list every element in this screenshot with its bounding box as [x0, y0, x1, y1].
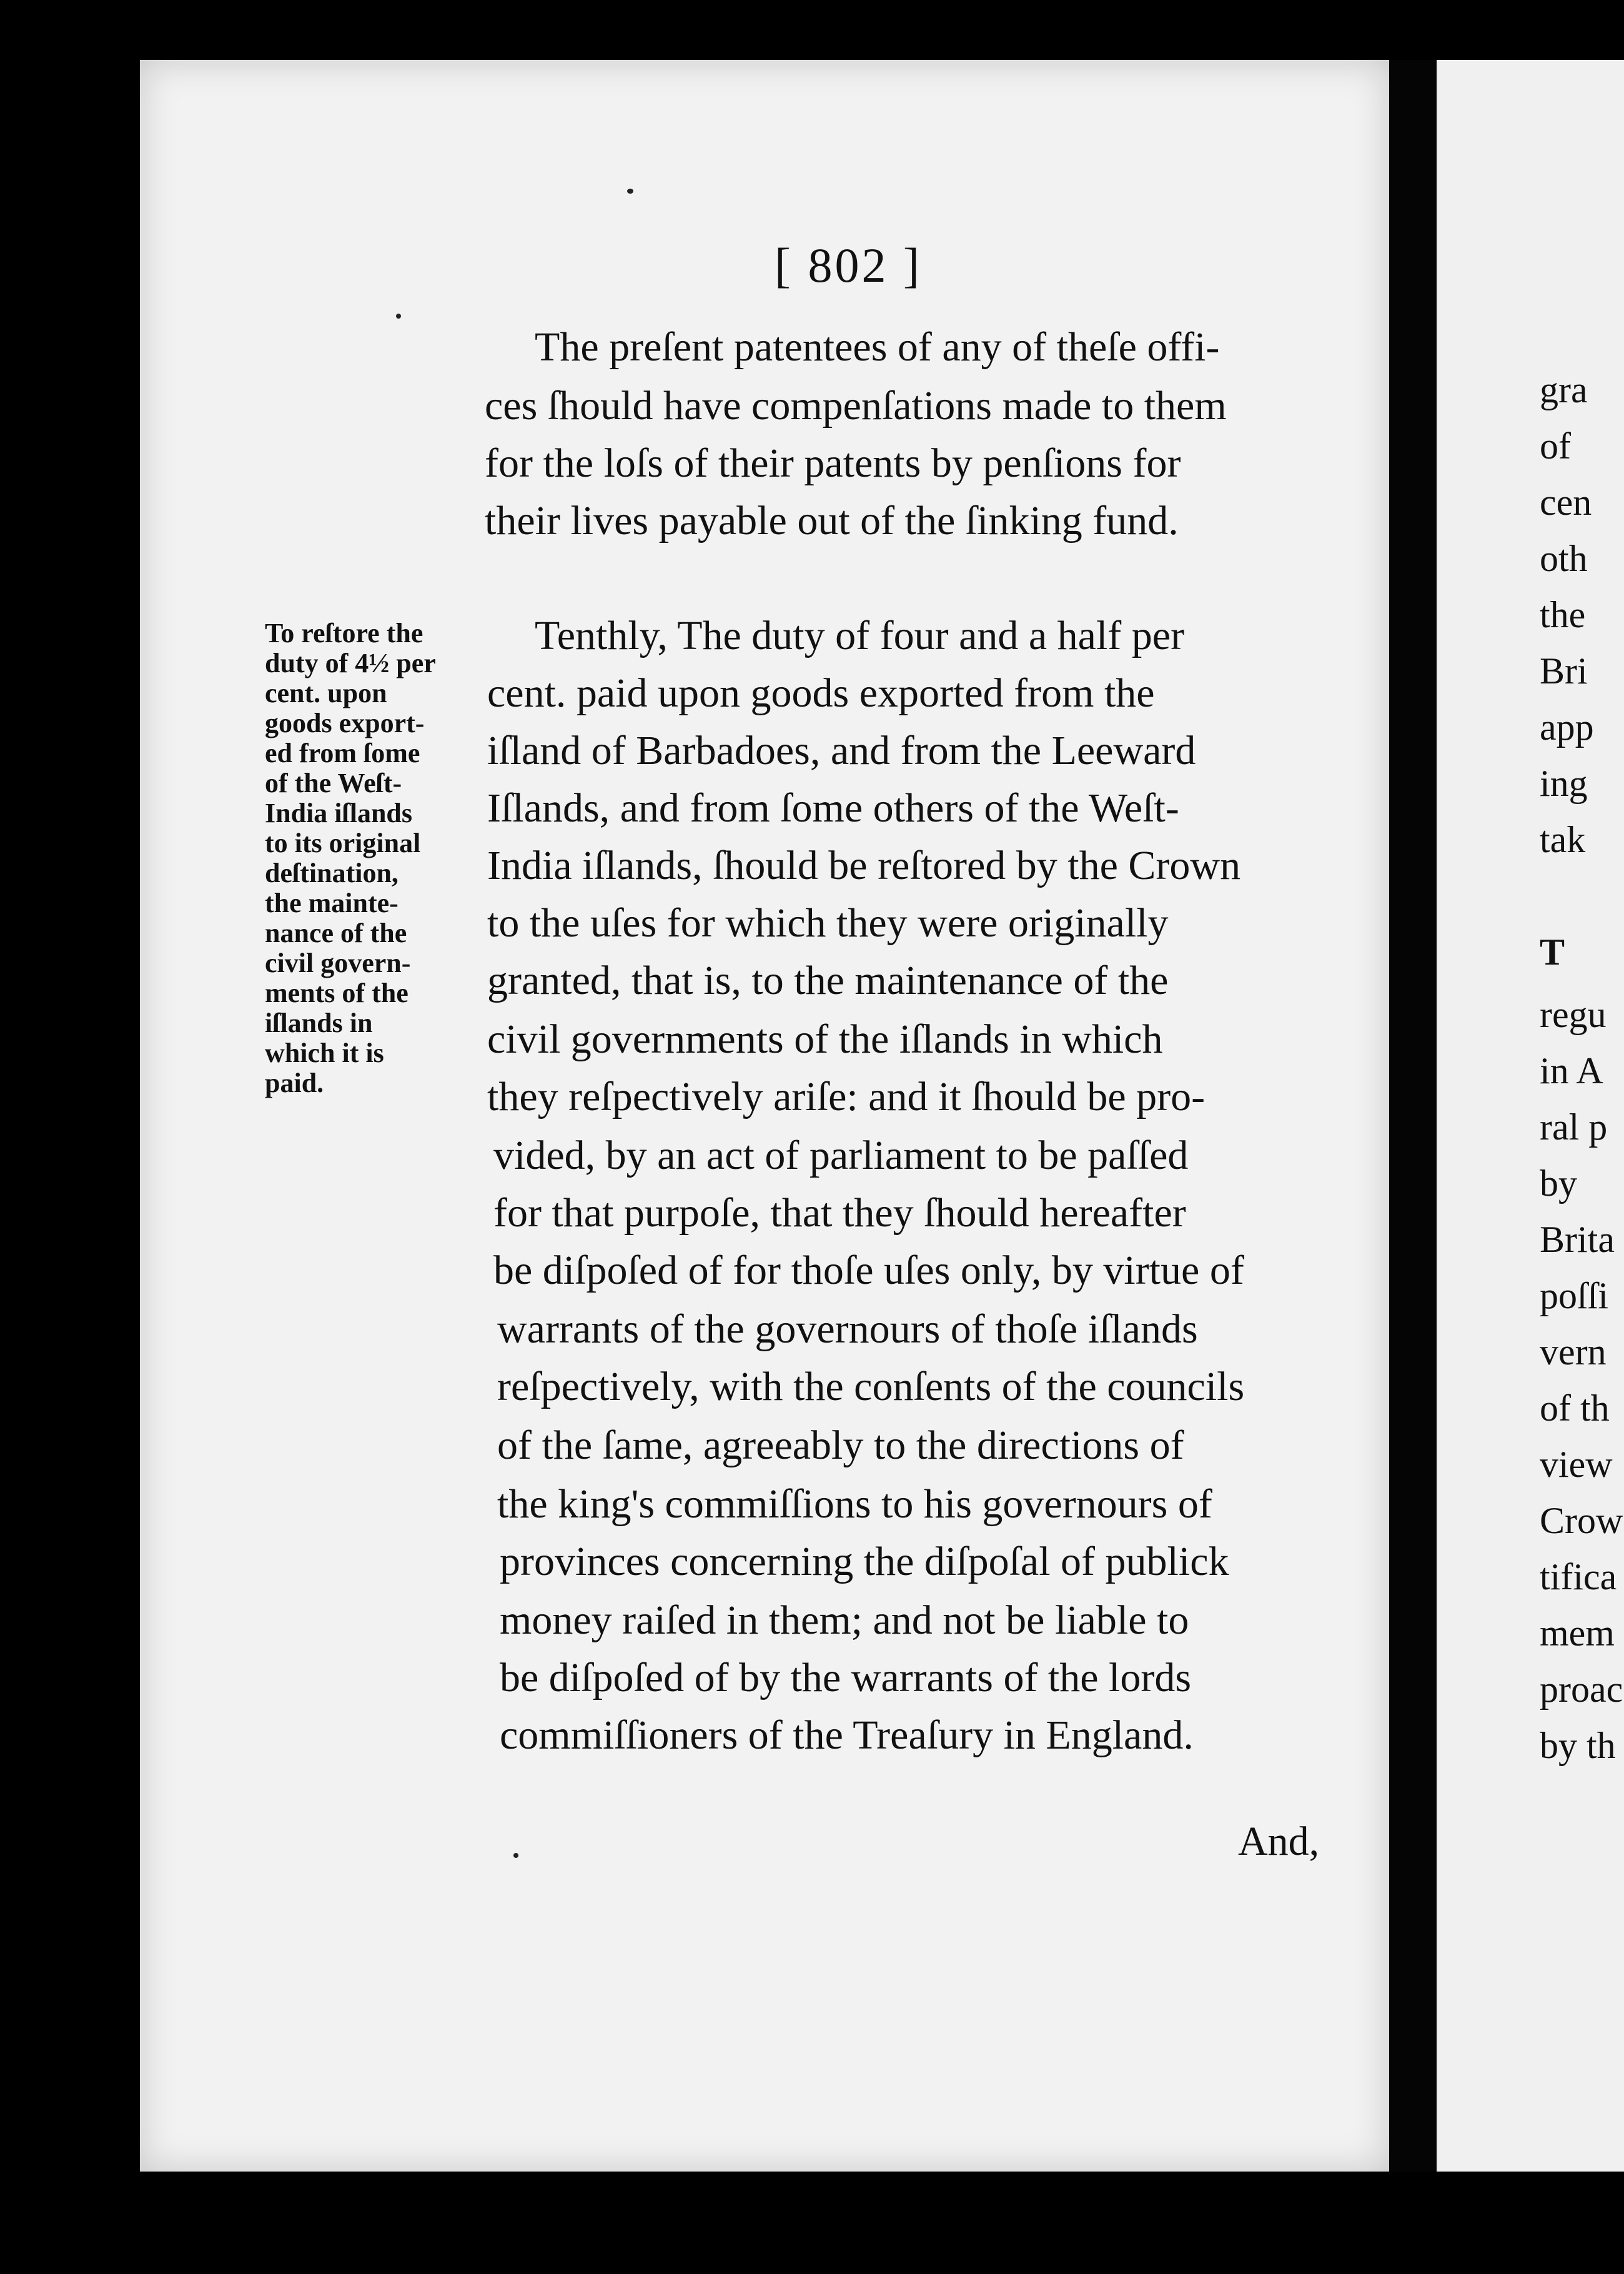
- facing-page-fragment: Crow: [1540, 1500, 1623, 1541]
- body-line: the king's commiſſions to his governours of: [497, 1481, 1212, 1527]
- facing-page-fragment: the: [1540, 594, 1586, 635]
- facing-page-fragment: ing: [1540, 763, 1588, 804]
- facing-page-fragment: of: [1540, 425, 1571, 467]
- body-line: to the uſes for which they were originally: [487, 900, 1169, 946]
- facing-page-fragment: mem: [1540, 1612, 1615, 1654]
- facing-page-fragment: vern: [1540, 1331, 1607, 1373]
- body-line: warrants of the governours of thoſe iſlands: [497, 1306, 1198, 1352]
- facing-page-fragment: view: [1540, 1444, 1613, 1485]
- print-speck: [513, 1853, 518, 1858]
- facing-page-fragment: gra: [1540, 369, 1588, 410]
- catchword: And,: [1238, 1819, 1320, 1864]
- facing-page-fragment: in A: [1540, 1050, 1603, 1091]
- body-line: provinces concerning the diſpoſal of publick: [500, 1539, 1229, 1584]
- facing-page-fragment: regu: [1540, 994, 1607, 1035]
- body-line: granted, that is, to the maintenance of the: [487, 958, 1169, 1003]
- body-line: iſland of Barbadoes, and from the Leeward: [487, 728, 1196, 773]
- facing-page-fragment: by: [1540, 1163, 1577, 1204]
- body-line: India iſlands, ſhould be reſtored by the Crown: [487, 843, 1241, 888]
- print-speck: [627, 189, 633, 194]
- body-line: be diſpoſed of by the warrants of the lords: [500, 1655, 1192, 1701]
- marginal-note-line: to its original: [265, 828, 421, 858]
- marginal-note-line: ments of the: [265, 978, 408, 1008]
- facing-page-fragment: of th: [1540, 1388, 1610, 1429]
- body-line: they reſpectively ariſe: and it ſhould be pro-: [487, 1074, 1206, 1120]
- facing-page-fragment: tak: [1540, 819, 1586, 860]
- marginal-note-line: nance of the: [265, 918, 407, 948]
- facing-page-fragment: by th: [1540, 1725, 1616, 1766]
- marginal-note-line: ed from ſome: [265, 738, 420, 768]
- body-line: Tenthly, The duty of four and a half per: [535, 613, 1185, 658]
- body-line: civil governments of the iſlands in which: [487, 1016, 1163, 1062]
- marginal-note-line: of the Weſt-: [265, 768, 402, 798]
- marginal-note-line: iſlands in: [265, 1008, 373, 1038]
- marginal-note-line: India iſlands: [265, 798, 413, 828]
- body-line: The preſent patentees of any of theſe offi-: [535, 324, 1220, 370]
- facing-page-fragment: app: [1540, 707, 1594, 748]
- body-line: their lives payable out of the ſinking fund.: [485, 498, 1179, 544]
- marginal-note-line: civil govern-: [265, 948, 411, 978]
- facing-page-fragment: T: [1540, 931, 1565, 973]
- body-line: ces ſhould have compenſations made to them: [485, 383, 1227, 429]
- marginal-note-line: cent. upon: [265, 678, 387, 708]
- body-line: Iſlands, and from ſome others of the Weſt-: [487, 785, 1179, 831]
- body-line: vided, by an act of parliament to be paſſed: [493, 1133, 1189, 1178]
- marginal-note-line: the mainte-: [265, 888, 399, 918]
- body-line: commiſſioners of the Treaſury in England.: [500, 1712, 1194, 1758]
- body-line: cent. paid upon goods exported from the: [487, 670, 1155, 716]
- marginal-note-line: duty of 4½ per: [265, 648, 436, 678]
- facing-page-fragment: oth: [1540, 538, 1588, 579]
- facing-page-fragment: cen: [1540, 482, 1592, 523]
- page-number: [ 802 ]: [775, 238, 922, 292]
- body-line: money raiſed in them; and not be liable to: [500, 1597, 1189, 1643]
- print-speck: [396, 314, 401, 319]
- facing-page-fragment: proac: [1540, 1669, 1623, 1710]
- body-line: be diſpoſed of for thoſe uſes only, by virtue of: [493, 1248, 1244, 1293]
- marginal-note: [265, 618, 465, 1098]
- body-line: of the ſame, agreeably to the directions of: [497, 1422, 1184, 1468]
- marginal-note-line: deſtination,: [265, 858, 399, 888]
- facing-page-fragment: Bri: [1540, 650, 1588, 692]
- facing-page-fragment: poſſi: [1540, 1275, 1609, 1316]
- body-line: for that purpoſe, that they ſhould hereafter: [493, 1190, 1186, 1236]
- facing-page-fragment: ral p: [1540, 1106, 1608, 1148]
- marginal-note-line: goods export-: [265, 708, 425, 738]
- facing-page-fragment: Brita: [1540, 1219, 1615, 1260]
- marginal-note-line: which it is: [265, 1038, 384, 1068]
- body-line: for the loſs of their patents by penſions for: [485, 440, 1181, 486]
- book-gutter: [1389, 60, 1437, 2172]
- marginal-note-line: To reſtore the: [265, 618, 423, 648]
- facing-page-fragment: tifica: [1540, 1556, 1617, 1597]
- marginal-note-line: paid.: [265, 1068, 324, 1098]
- body-line: reſpectively, with the conſents of the councils: [497, 1364, 1245, 1409]
